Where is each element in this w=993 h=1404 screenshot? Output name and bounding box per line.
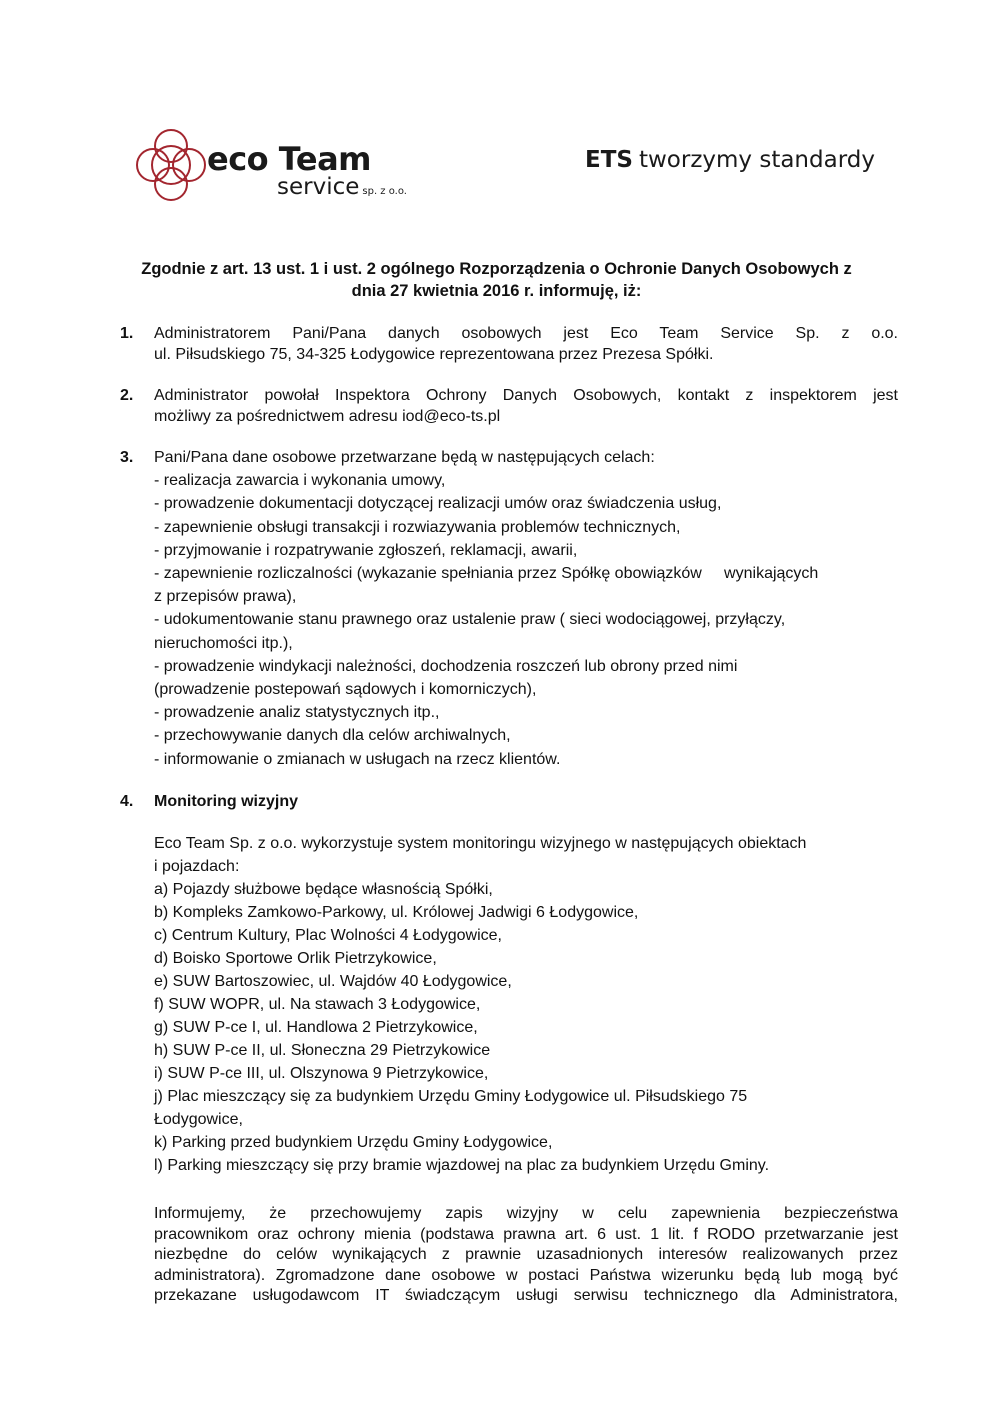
tagline-text: tworzymy standardy (638, 147, 875, 173)
item-line: - udokumentowanie stanu prawnego oraz ustalenie praw ( sieci wodociągowej, przyłączy, (154, 611, 786, 629)
item-line: (prowadzenie postepowań sądowych i komorniczych), (154, 681, 537, 699)
monitoring-line: Łodygowice, (154, 1111, 243, 1128)
monitoring-line: d) Boisko Sportowe Orlik Pietrzykowice, (154, 950, 437, 967)
paragraph-line: niezbędne do celów wynikających z prawnie uzasadnionych interesów realizowanych przez (154, 1246, 898, 1263)
paragraph-line: przekazane usługodawcom IT świadczącym usługi serwisu technicznego dla Administratora, (154, 1287, 898, 1304)
monitoring-line: e) SUW Bartoszowiec, ul. Wajdów 40 Łodygowice, (154, 973, 512, 990)
paragraph-line: pracownikom oraz ochrony mienia (podstawa prawna art. 6 ust. 1 lit. f RODO przetwarzanie jest (154, 1225, 898, 1243)
company-logo (135, 128, 415, 208)
item-line: Pani/Pana dane osobowe przetwarzane będą w następujących celach: (154, 449, 655, 466)
item-content (154, 446, 898, 771)
monitoring-line: j) Plac mieszczący się za budynkiem Urzędu Gminy Łodygowice ul. Piłsudskiego 75 (154, 1088, 748, 1105)
heading-line: Zgodnie z art. 13 ust. 1 i ust. 2 ogólnego Rozporządzenia o Ochronie Danych Osobowych z (141, 260, 852, 278)
item-line: - prowadzenie analiz statystycznych itp., (154, 704, 440, 722)
item-line: Administratorem Pani/Pana danych osobowych jest Eco Team Service Sp. z o.o. (154, 325, 898, 342)
logo-brand-sub (277, 174, 407, 200)
header-tagline (585, 147, 875, 173)
heading-line: dnia 27 kwietnia 2016 r. informuję, iż: (351, 282, 642, 300)
logo-brand-name: eco Team (207, 140, 372, 178)
monitoring-line: Eco Team Sp. z o.o. wykorzystuje system monitoringu wizyjnego w następujących obiektach (154, 835, 807, 852)
item-number: 1. (120, 325, 134, 342)
monitoring-line: i) SUW P-ce III, ul. Olszynowa 9 Pietrzykowice, (154, 1065, 489, 1082)
monitoring-line: l) Parking mieszczący się przy bramie wjazdowej na plac za budynkiem Urzędu Gminy. (154, 1157, 770, 1174)
monitoring-line: k) Parking przed budynkiem Urzędu Gminy Łodygowice, (154, 1134, 553, 1151)
info-paragraph (154, 1204, 898, 1307)
item-content (154, 385, 898, 427)
logo-mark-icon (135, 128, 207, 208)
item-number: 2. (120, 387, 134, 404)
monitoring-line: a) Pojazdy służbowe będące własnością Spółki, (154, 881, 493, 898)
item-line: - przyjmowanie i rozpatrywanie zgłoszeń, reklamacji, awarii, (154, 541, 578, 559)
item-line: możliwy za pośrednictwem adresu iod@eco-ts.pl (154, 408, 501, 425)
item-content (154, 323, 898, 365)
section-title: Monitoring wizyjny (154, 793, 298, 810)
document-heading (100, 258, 893, 302)
item-number: 3. (120, 449, 134, 466)
item-line: - zapewnienie obsługi transakcji i rozwiazywania problemów technicznych, (154, 518, 681, 536)
monitoring-line: f) SUW WOPR, ul. Na stawach 3 Łodygowice, (154, 996, 481, 1013)
monitoring-line: h) SUW P-ce II, ul. Słoneczna 29 Pietrzykowice (154, 1042, 491, 1059)
paragraph-line: administratora). Zgromadzone dane osobowe w postaci Państwa wizerunku będą lub mogą być (154, 1266, 898, 1284)
item-line: Administrator powołał Inspektora Ochrony Danych Osobowych, kontakt z inspektorem jest (154, 387, 898, 404)
item-line: - prowadzenie windykacji należności, dochodzenia roszczeń lub obrony przed nimi (154, 657, 738, 675)
monitoring-line: b) Kompleks Zamkowo-Parkowy, ul. Królowej Jadwigi 6 Łodygowice, (154, 904, 639, 921)
item-line: - informowanie o zmianach w usługach na rzecz klientów. (154, 750, 561, 768)
logo-legal-form: sp. z o.o. (362, 186, 407, 197)
item-line: - prowadzenie dokumentacji dotyczącej realizacji umów oraz świadczenia usług, (154, 495, 722, 513)
item-line: - realizacja zawarcia i wykonania umowy, (154, 472, 446, 490)
item-line: z przepisów prawa), (154, 588, 297, 606)
monitoring-line: i pojazdach: (154, 858, 240, 875)
monitoring-line: c) Centrum Kultury, Plac Wolności 4 Łodygowice, (154, 927, 502, 944)
item-line: - przechowywanie danych dla celów archiwalnych, (154, 727, 511, 745)
logo-service-text: service (277, 174, 360, 200)
monitoring-line: g) SUW P-ce I, ul. Handlowa 2 Pietrzykowice, (154, 1019, 478, 1036)
paragraph-line: Informujemy, że przechowujemy zapis wizyjny w celu zapewnienia bezpieczeństwa (154, 1205, 898, 1222)
tagline-mark: ETS (585, 147, 633, 173)
item-line: - zapewnienie rozliczalności (wykazanie spełniania przez Spółkę obowiązków wynikających (154, 565, 819, 583)
item-line: nieruchomości itp.), (154, 634, 293, 652)
item-line: ul. Piłsudskiego 75, 34-325 Łodygowice reprezentowana przez Prezesa Spółki. (154, 346, 714, 363)
item-number: 4. (120, 793, 134, 810)
monitoring-list (154, 832, 898, 1177)
